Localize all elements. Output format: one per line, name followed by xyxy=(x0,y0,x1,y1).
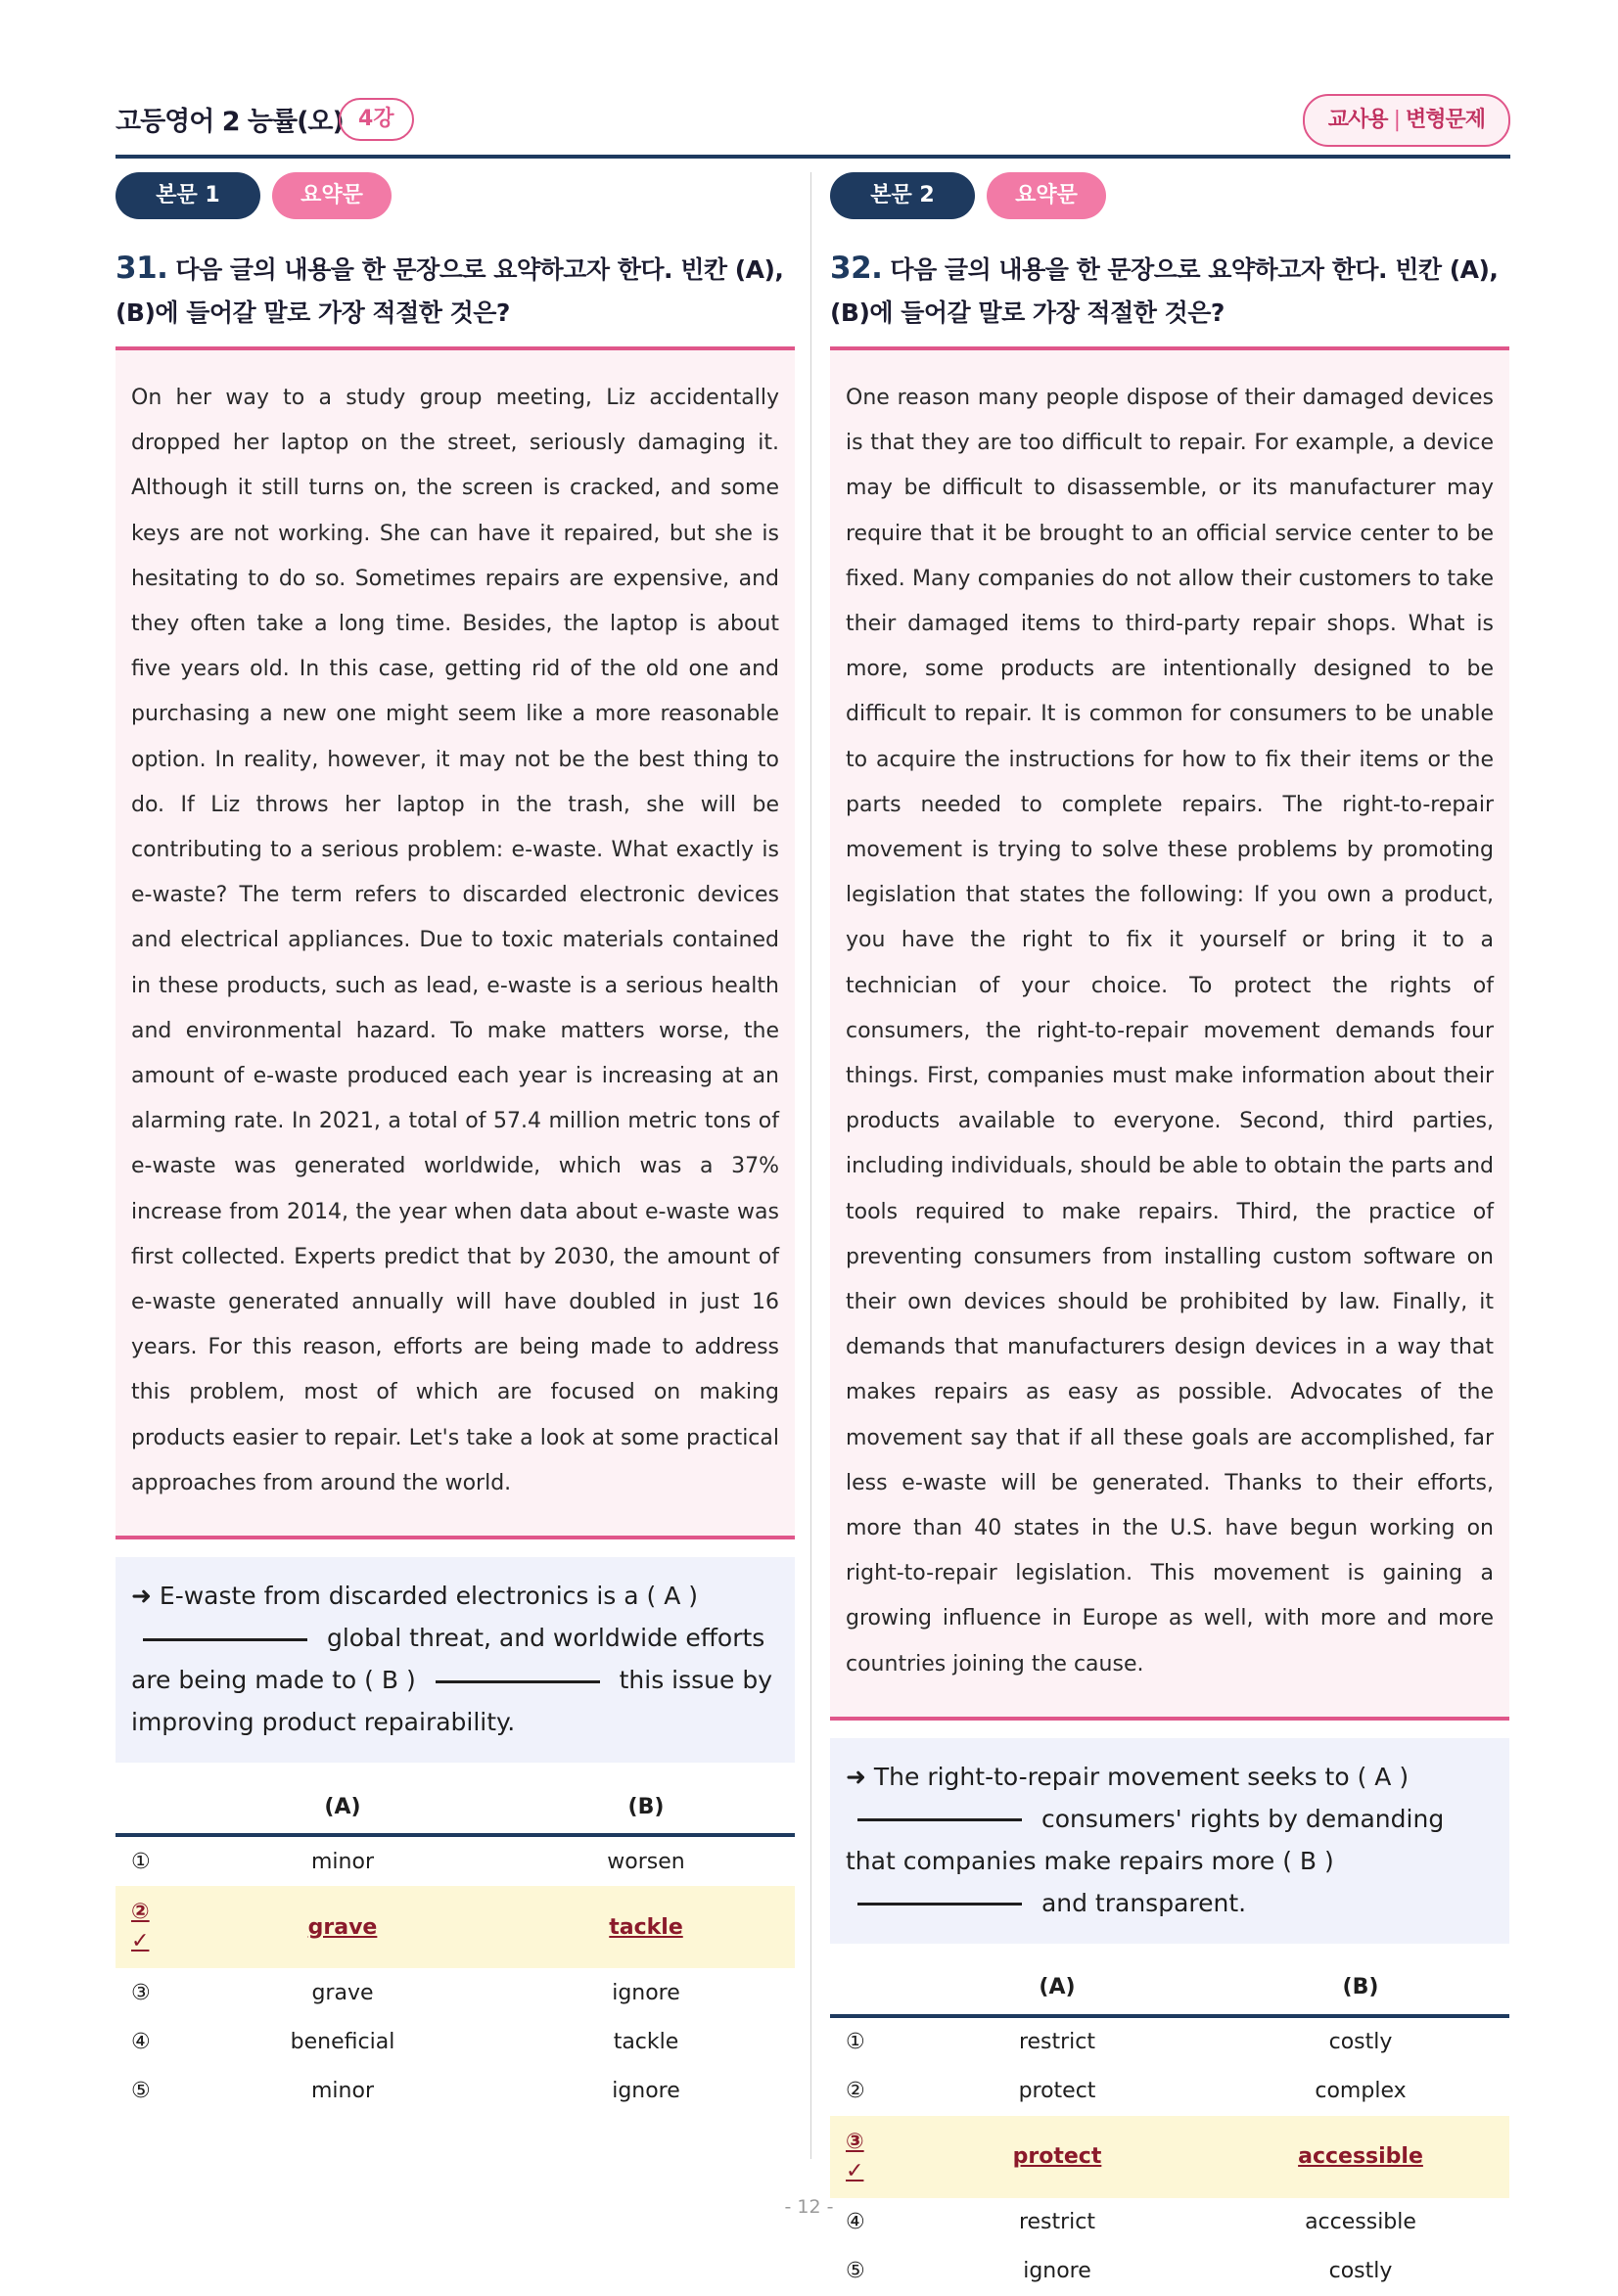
blank-b xyxy=(857,1903,1022,1906)
option-row-5[interactable] xyxy=(830,2247,1509,2296)
summary-part-2: consumers' rights by demanding that companies make repairs more ( B ) xyxy=(846,1804,1445,1875)
check-icon: ✓ xyxy=(131,1929,150,1954)
option-b: costly xyxy=(1328,2030,1393,2055)
badge-separator: | xyxy=(1393,108,1400,132)
question-prompt xyxy=(830,247,1509,335)
option-row-3[interactable] xyxy=(116,1968,795,2017)
passage-tag: 본문 2 xyxy=(830,172,975,219)
header-rule xyxy=(116,155,1510,159)
problem-type-label: 변형문제 xyxy=(1405,108,1485,132)
option-a: grave xyxy=(307,1914,378,1940)
blank-a xyxy=(857,1818,1022,1821)
option-b: costly xyxy=(1328,2259,1393,2284)
option-number: ③ xyxy=(846,2129,864,2154)
summary-box xyxy=(116,1557,795,1763)
teacher-badge xyxy=(1303,94,1510,147)
question-prompt xyxy=(116,247,795,335)
summary-part-1: ➜ The right-to-repair movement seeks to ( A ) xyxy=(846,1762,1410,1791)
option-number: ① xyxy=(846,2030,865,2055)
answer-options xyxy=(830,1961,1509,2296)
option-number: ④ xyxy=(846,2210,865,2235)
check-icon: ✓ xyxy=(846,2158,864,2183)
column-b-header: (B) xyxy=(1342,1975,1379,2000)
option-b: worsen xyxy=(607,1849,685,1874)
option-b: accessible xyxy=(1305,2210,1416,2235)
passage-tag: 본문 1 xyxy=(116,172,260,219)
option-a: ignore xyxy=(1023,2259,1091,2284)
summary-box xyxy=(830,1738,1509,1944)
option-row-2-correct[interactable] xyxy=(116,1886,795,1968)
column-b-header: (B) xyxy=(627,1794,665,1819)
option-number: ④ xyxy=(131,2029,151,2054)
option-b: tackle xyxy=(613,2029,679,2054)
blank-b xyxy=(436,1680,600,1683)
column-a-header: (A) xyxy=(324,1794,361,1819)
blank-a xyxy=(143,1638,307,1641)
question-text: 다음 글의 내용을 한 문장으로 요약하고자 한다. 빈칸 (A), (B)에 들어갈 말로 가장 적절한 것은? xyxy=(116,255,784,327)
summary-part-1: ➜ E-waste from discarded electronics is a ( A ) xyxy=(131,1582,699,1611)
section-tags xyxy=(116,172,795,221)
option-b: complex xyxy=(1315,2079,1407,2104)
option-row-4[interactable] xyxy=(116,2017,795,2066)
option-a: protect xyxy=(1018,2079,1096,2104)
option-number: ③ xyxy=(131,1980,151,2005)
option-b: accessible xyxy=(1298,2144,1423,2170)
option-row-1[interactable] xyxy=(830,2018,1509,2067)
question-number: 31. xyxy=(116,251,168,286)
page-header xyxy=(116,94,1510,153)
question-number: 32. xyxy=(830,251,883,286)
option-a: protect xyxy=(1012,2144,1102,2170)
summary-part-2: global threat, and worldwide efforts are being made to ( B ) xyxy=(131,1624,765,1695)
summary-tag: 요약문 xyxy=(272,172,392,219)
lesson-badge: 4강 xyxy=(339,98,414,141)
option-a: restrict xyxy=(1018,2030,1096,2055)
page-number: - 12 - xyxy=(784,2196,834,2218)
option-b: ignore xyxy=(612,2078,680,2103)
left-column xyxy=(116,172,795,2115)
question-text: 다음 글의 내용을 한 문장으로 요약하고자 한다. 빈칸 (A), (B)에 들어갈 말로 가장 적절한 것은? xyxy=(830,255,1499,327)
summary-tag: 요약문 xyxy=(987,172,1106,219)
option-a: minor xyxy=(311,2078,374,2103)
option-number: ① xyxy=(131,1849,151,1874)
option-b: ignore xyxy=(612,1980,680,2005)
answer-options xyxy=(116,1780,795,2115)
right-column xyxy=(830,172,1509,2296)
option-row-2[interactable] xyxy=(830,2067,1509,2116)
teacher-label: 교사용 xyxy=(1327,108,1388,132)
option-number: ② xyxy=(846,2079,865,2104)
option-a: beneficial xyxy=(290,2029,395,2054)
options-header xyxy=(830,1961,1509,2018)
options-header xyxy=(116,1780,795,1837)
column-a-header: (A) xyxy=(1039,1975,1076,2000)
option-row-1[interactable] xyxy=(116,1837,795,1886)
column-divider xyxy=(810,172,811,2159)
option-row-5[interactable] xyxy=(116,2066,795,2115)
option-number: ② xyxy=(131,1900,150,1925)
option-number: ⑤ xyxy=(846,2259,865,2284)
passage-text: One reason many people dispose of their damaged devices is that they are too difficult to repair. For example, a device may be difficult to disassemble, or its manufacturer may require that it be brought to an official service center to be fixed. Many companies do not allow their customers to take their damaged items to third-party repair shops. What is more, some products are intentionally designed to be difficult to repair. It is common for consumers to be unable to acquire the instructions for how to fix their items or the parts needed to complete repairs. The right-to-repair movement is trying to solve these problems by promoting legislation that states the following: If you own a product, you have the right to fix it yourself or bring it to a technician of your choice. To protect the rights of consumers, the right-to-repair movement demands four things. First, companies must make information about their products available to everyone. Second, third parties, including individuals, should be able to obtain the parts and tools required to make repairs. Third, the practice of preventing consumers from installing custom software on their own devices should be prohibited by law. Finally, it demands that manufacturers design devices in a way that makes repairs as easy as possible. Advocates of the movement say that if all these goals are accomplished, far less e-waste will be generated. Thanks to their efforts, more than 40 states in the U.S. have begun working on right-to-repair legislation. This movement is gaining a growing influence in Europe as well, with more and more countries joining the cause. xyxy=(830,346,1509,1721)
option-a: restrict xyxy=(1018,2210,1096,2235)
option-a: grave xyxy=(311,1980,374,2005)
option-row-3-correct[interactable] xyxy=(830,2116,1509,2198)
section-tags xyxy=(830,172,1509,221)
summary-part-3: and transparent. xyxy=(1040,1888,1247,1917)
option-a: minor xyxy=(311,1849,374,1874)
option-number: ⑤ xyxy=(131,2078,151,2103)
summary-part-3: this issue by improving product repairability. xyxy=(131,1666,773,1737)
book-title: 고등영어 2 능률(오) xyxy=(116,107,344,137)
option-b: tackle xyxy=(609,1914,683,1940)
passage-text: On her way to a study group meeting, Liz accidentally dropped her laptop on the street, seriously damaging it. Although it still turns on, the screen is cracked, and some keys are not working. She can have it repaired, but she is hesitating to do so. Sometimes repairs are expensive, and they often take a long time. Besides, the laptop is about five years old. In this case, getting rid of the old one and purchasing a new one might seem like a more reasonable option. In reality, however, it may not be the best thing to do. If Liz throws her laptop in the trash, she will be contributing to a serious problem: e-waste. What exactly is e-waste? The term refers to discarded electronic devices and electrical appliances. Due to toxic materials contained in these products, such as lead, e-waste is a serious health and environmental hazard. To make matters worse, the amount of e-waste produced each year is increasing at an alarming rate. In 2021, a total of 57.4 million metric tons of e-waste was generated worldwide, which was a 37% increase from 2014, the year when data about e-waste was first collected. Experts predict that by 2030, the amount of e-waste generated annually will have doubled in just 16 years. For this reason, efforts are being made to address this problem, most of which are focused on making products easier to repair. Let's take a look at some practical approaches from around the world. xyxy=(116,346,795,1539)
